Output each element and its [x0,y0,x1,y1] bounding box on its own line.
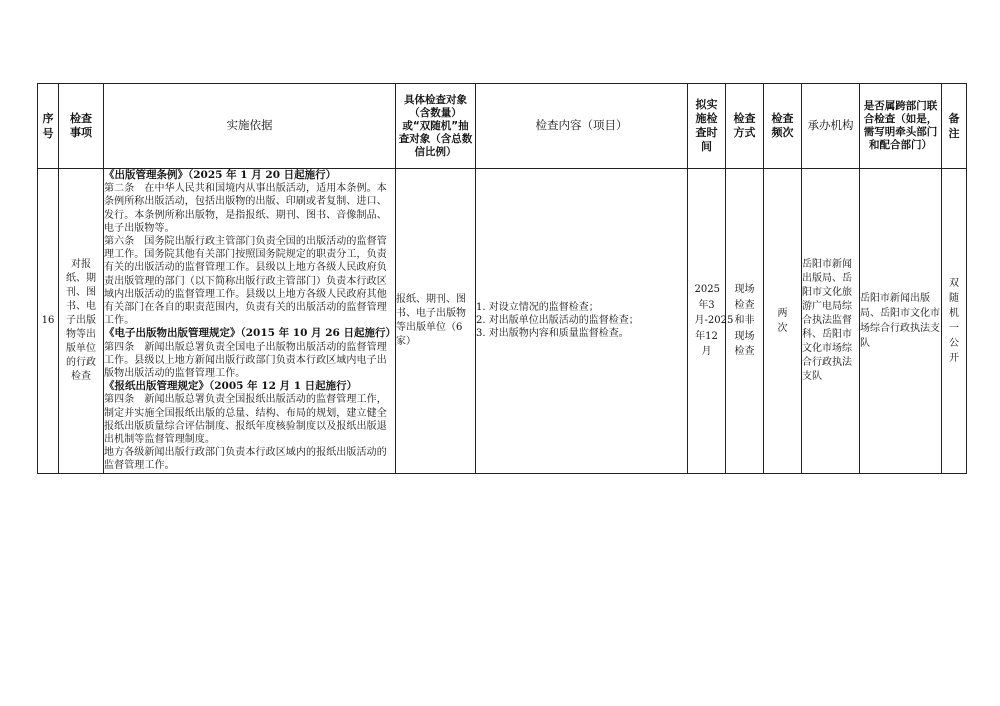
header-org: 承办机构 [802,84,860,169]
row-item: 对报纸、期刊、图书、电子出版物等出版单位的行政检查 [59,169,104,474]
content-item: 3. 对出版物内容和质量监督检查。 [476,328,629,340]
law-article: 地方各级新闻出版行政部门负责本行政区域内的报纸出版活动的监督管理工作。 [104,447,387,472]
header-frequency: 检查频次 [764,84,802,169]
law-article: 第六条 国务院出版行政主管部门负责全国的出版活动的监督管理工作。国务院其他有关部门按照国务院规定的职责分工，负责有关的出版活动的监督管理工作。县级以上地方各级人民政府负责出版管理的部门（以下简称出版行政主管部门）负责本行政区域内出版活动的监督管理工作。县级以上地方各级人民政府其他有关部门在各自的职责范围内，负责有关的出版活动的监督管理工作。 [104,236,387,327]
row-time: 2025年3月-2025年12月 [688,169,726,474]
law-article: 第四条 新闻出版总署负责全国报纸出版活动的监督管理工作，制定并实施全国报纸出版的总量、结构、布局的规划，建立健全报纸出版质量综合评估制度、报纸年度核验制度以及报纸出版退出机制等监督管理制度。 [104,394,387,446]
header-item: 检查事项 [59,84,104,169]
law-title-3: 《报纸出版管理规定》（2005 年 12 月 1 日起施行） [104,380,358,393]
header-basis: 实施依据 [104,84,396,169]
row-basis [104,169,396,474]
header-target: 具体检查对象（含数量）或“双随机”抽查对象（含总数信比例） [396,84,476,169]
header-joint: 是否属跨部门联合检查（如是，需写明牵头部门和配合部门） [860,84,942,169]
inspection-plan-table [37,83,967,474]
header-content: 检查内容（项目） [476,84,688,169]
law-title-2: 《电子出版物出版管理规定》（2015 年 10 月 26 日起施行） [104,327,396,340]
row-remark: 双随机一公开 [942,169,967,474]
header-remark: 备注 [942,84,967,169]
row-target: 报纸、期刊、图书、电子出版物等出版单位（6家） [396,169,476,474]
law-article: 第二条 在中华人民共和国境内从事出版活动，适用本条例。本条例所称出版活动，包括出版物的出版、印刷或者复制、进口、发行。本条例所称出版物，是指报纸、期刊、图书、音像制品、电子出版物等。 [104,183,387,234]
row-seq: 16 [38,169,59,474]
row-joint: 岳阳市新闻出版局、岳阳市文化市场综合行政执法支队 [860,169,942,474]
row-org: 岳阳市新闻出版局、岳阳市文化旅游广电局综合执法监督科、岳阳市文化市场综合行政执法支队 [802,169,860,474]
row-method: 现场检查和非现场检查 [726,169,764,474]
row-content [476,169,688,474]
header-seq: 序号 [38,84,59,169]
law-title-1: 《出版管理条例》（2025 年 1 月 20 日起施行） [104,169,337,181]
content-item: 2. 对出版单位出版活动的监督检查； [476,315,639,327]
row-frequency: 两次 [764,169,802,474]
header-method: 检查方式 [726,84,764,169]
law-article: 第四条 新闻出版总署负责全国电子出版物出版活动的监督管理工作。县级以上地方新闻出版行政部门负责本行政区域内电子出版物出版活动的监督管理工作。 [104,341,387,380]
table-row [38,169,967,474]
content-item: 1. 对设立情况的监督检查； [476,302,599,314]
header-time: 拟实施检查时间 [688,84,726,169]
header-row [38,84,967,169]
